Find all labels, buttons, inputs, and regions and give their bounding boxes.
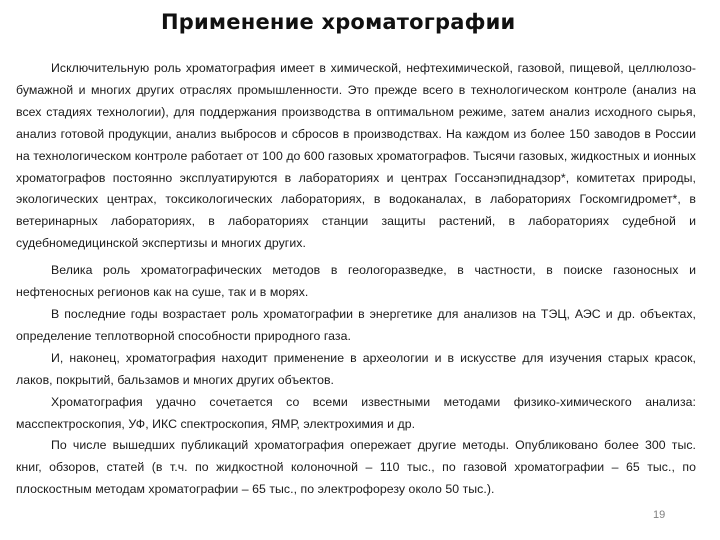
page-number: 19 xyxy=(653,509,666,521)
slide-body xyxy=(16,58,696,501)
paragraph-industry: Исключительную роль хроматография имеет в химической, нефтехимической, газовой, пищевой, целлюлозо-бумажной и многих других отраслях промышленности. Это прежде всего в технологическом контроле (анализ на всех стадиях технологии), для поддержания производства в оптимальном режиме, затем анализ исходного сырья, анализ готовой продукции, анализ выбросов и сбросов в производствах. На каждом из более 150 заводов в России на технологическом контроле работает от 100 до 600 газовых хроматографов. Тысячи газовых, жидкостных и ионных хроматографов постоянно эксплуатируются в лабораториях и центрах Госсанэпиднадзор*, комитетах природы, экологических центрах, токсикологических лабораториях, в водоканалах, в лабораториях Госкомгидромет*, в ветеринарных лабораториях, в лабораториях станции защиты растений, в лабораториях судебной и судебномедицинской экспертизы и многих других. xyxy=(16,61,696,251)
paragraph-geology: Велика роль хроматографических методов в геологоразведке, в частности, в поиске газоносных и нефтеносных регионов как на суше, так и в морях. xyxy=(16,263,696,300)
paragraph-methods: Хроматография удачно сочетается со всеми известными методами физико-химического анализа: масспектроскопия, УФ, ИКС спектроскопия, ЯМР, электрохимия и др. xyxy=(16,394,696,431)
paragraph-publications: По числе вышедших публикаций хроматография опережает другие методы. Опубликовано более 300 тыс. книг, обзоров, статей (в т.ч. по жидкостной колоночной – 110 тыс., по газовой хроматографии – 65 тыс., по плоскостным методам хроматографии – 65 тыс., по электрофорезу около 50 тыс.). xyxy=(16,438,696,497)
slide-title: Применение хроматографии xyxy=(161,10,516,34)
paragraph-energy: В последние годы возрастает роль хроматографии в энергетике для анализов на ТЭЦ, АЭС и др. объектах, определение теплотворной способности природного газа. xyxy=(16,306,696,343)
paragraph-archaeology: И, наконец, хроматография находит применение в археологии и в искусстве для изучения старых красок, лаков, покрытий, бальзамов и многих других объектов. xyxy=(16,350,696,387)
